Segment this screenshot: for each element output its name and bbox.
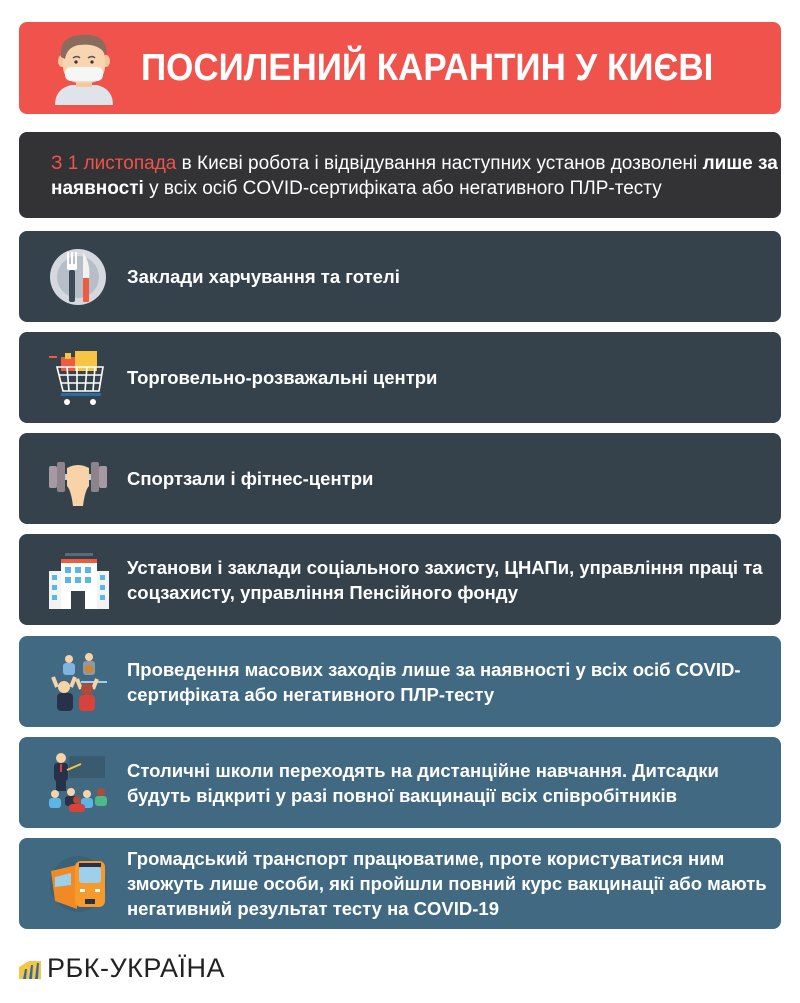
page-title: ПОСИЛЕНИЙ КАРАНТИН У КИЄВІ <box>141 46 714 89</box>
brand-name: РБК-УКРАЇНА <box>47 953 226 983</box>
item-text: Столичні школи переходять на дистанційне навчання. Дитсадки будуть відкриті у разі повної вакцинації всіх співробітників <box>127 759 719 806</box>
masked-person-icon <box>49 31 119 105</box>
list-item <box>19 534 781 625</box>
list-item <box>19 433 781 524</box>
intro-notice <box>19 132 781 218</box>
plate-cutlery-icon <box>47 246 109 308</box>
dumbbell-fist-icon <box>47 448 109 510</box>
intro-text-2: у всіх осіб COVID-сертифіката або негативного ПЛР-тесту <box>143 178 662 199</box>
brand-logo <box>19 953 225 984</box>
hotel-building-icon <box>47 549 109 611</box>
item-text: Заклади харчування та готелі <box>127 266 400 287</box>
intro-date: З 1 листопада <box>51 153 177 174</box>
shopping-cart-icon <box>47 347 109 409</box>
item-text: Проведення масових заходів лише за наявності у всіх осіб COVID-сертифіката або негативного ПЛР-тесту <box>127 658 741 705</box>
item-text: Установи і заклади соціального захисту, ЦНАПи, управління праці та соцзахисту, управління Пенсійного фонду <box>127 556 763 603</box>
item-text: Торговельно-розважальні центри <box>127 367 438 388</box>
item-text: Спортзали і фітнес-центри <box>127 468 374 489</box>
item-text: Громадський транспорт працюватиме, проте користуватися ним зможуть лише особи, які пройшли повний курс вакцинації або мають негативний результат тесту на COVID-19 <box>127 848 767 919</box>
list-item <box>19 636 781 727</box>
list-item <box>19 838 781 929</box>
list-item <box>19 332 781 423</box>
train-icon <box>47 853 109 915</box>
list-item <box>19 231 781 322</box>
intro-text-1: в Києві робота і відвідування наступних установ дозволені <box>176 153 703 174</box>
concert-crowd-icon <box>47 651 109 713</box>
teacher-class-icon <box>47 752 109 814</box>
title-banner <box>19 22 781 114</box>
list-item <box>19 737 781 828</box>
rbc-logo-icon <box>19 959 41 979</box>
intro-bold: лише за наявності <box>51 153 778 199</box>
